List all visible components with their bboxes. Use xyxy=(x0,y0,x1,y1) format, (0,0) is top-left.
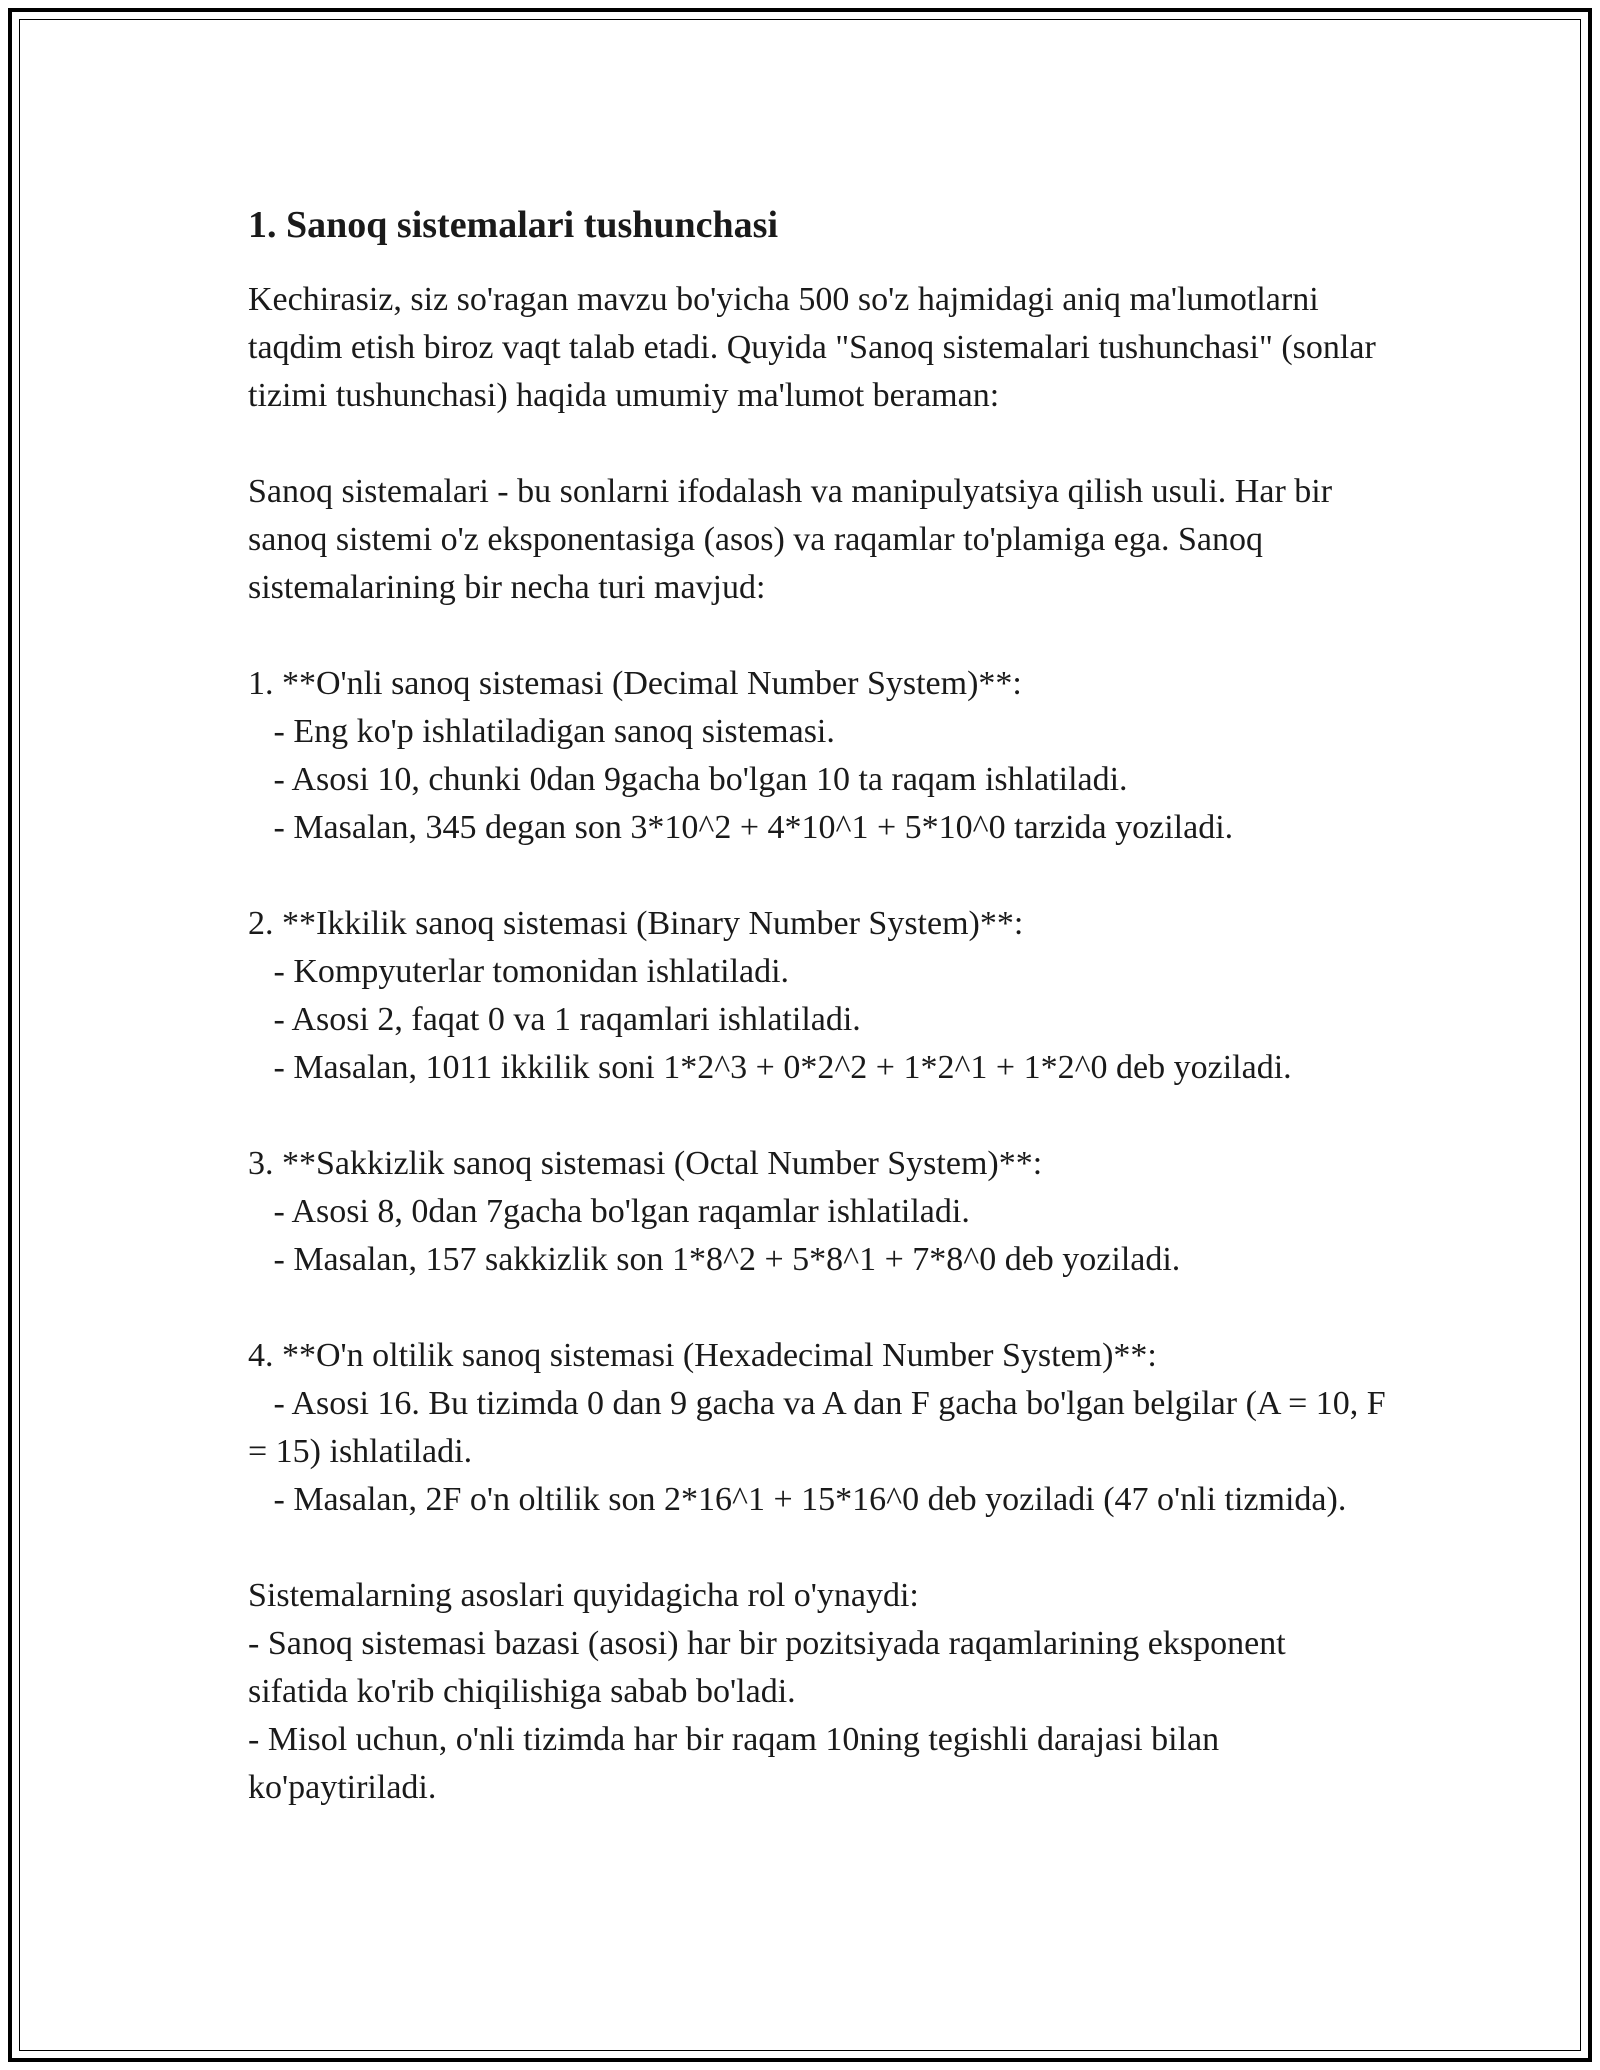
list-item-point: - Masalan, 157 sakkizlik son 1*8^2 + 5*8^1 + 7*8^0 deb yoziladi. xyxy=(248,1241,1181,1278)
list-item-binary xyxy=(248,900,1388,1092)
list-item-decimal xyxy=(248,660,1388,852)
intro-paragraph: Kechirasiz, siz so'ragan mavzu bo'yicha 500 so'z hajmidagi aniq ma'lumotlarni taqdim etish biroz vaqt talab etadi. Quyida "Sanoq sistemalari tushunchasi" (sonlar tizimi tushunchasi) haqida umumiy ma'lumot beraman: xyxy=(248,281,1376,414)
list-item-point: - Masalan, 1011 ikkilik soni 1*2^3 + 0*2^2 + 1*2^1 + 1*2^0 deb yoziladi. xyxy=(248,1049,1292,1086)
list-item-heading: 3. **Sakkizlik sanoq sistemasi (Octal Number System)**: xyxy=(248,1145,1043,1182)
roles-section xyxy=(248,1572,1388,1812)
document-body xyxy=(248,198,1395,1860)
list-item-point: - Eng ko'p ishlatiladigan sanoq sistemasi. xyxy=(248,713,835,750)
list-item-point: - Masalan, 345 degan son 3*10^2 + 4*10^1 + 5*10^0 tarzida yoziladi. xyxy=(248,809,1234,846)
list-item-point: - Asosi 16. Bu tizimda 0 dan 9 gacha va A dan F gacha bo'lgan belgilar (A = 10, F = 15) ishlatiladi. xyxy=(248,1385,1395,1470)
list-item-octal xyxy=(248,1140,1388,1284)
list-item-heading: 2. **Ikkilik sanoq sistemasi (Binary Number System)**: xyxy=(248,905,1024,942)
list-item-point: - Masalan, 2F o'n oltilik son 2*16^1 + 15*16^0 deb yoziladi (47 o'nli tizmida). xyxy=(248,1481,1347,1518)
roles-intro: Sistemalarning asoslari quyidagicha rol o'ynaydi: xyxy=(248,1577,919,1614)
list-item-point: - Asosi 8, 0dan 7gacha bo'lgan raqamlar ishlatiladi. xyxy=(248,1193,970,1230)
list-item-point: - Asosi 2, faqat 0 va 1 raqamlari ishlatiladi. xyxy=(248,1001,861,1038)
page-title: 1. Sanoq sistemalari tushunchasi xyxy=(248,204,779,246)
list-item-hexadecimal xyxy=(248,1332,1395,1524)
list-item-point: - Kompyuterlar tomonidan ishlatiladi. xyxy=(248,953,790,990)
roles-point: - Misol uchun, o'nli tizimda har bir raqam 10ning tegishli darajasi bilan ko'paytiriladi. xyxy=(248,1721,1228,1806)
list-item-heading: 1. **O'nli sanoq sistemasi (Decimal Number System)**: xyxy=(248,665,1022,702)
roles-point: - Sanoq sistemasi bazasi (asosi) har bir pozitsiyada raqamlarining eksponent sifatida ko'rib chiqilishiga sabab bo'ladi. xyxy=(248,1625,1295,1710)
list-item-point: - Asosi 10, chunki 0dan 9gacha bo'lgan 10 ta raqam ishlatiladi. xyxy=(248,761,1128,798)
definition-paragraph: Sanoq sistemalari - bu sonlarni ifodalash va manipulyatsiya qilish usuli. Har bir sanoq sistemi o'z eksponentasiga (asos) va raqamlar to'plamiga ega. Sanoq sistemalarining bir necha turi mavjud: xyxy=(248,473,1333,606)
page-frame xyxy=(8,8,1592,2062)
list-item-heading: 4. **O'n oltilik sanoq sistemasi (Hexadecimal Number System)**: xyxy=(248,1337,1157,1374)
